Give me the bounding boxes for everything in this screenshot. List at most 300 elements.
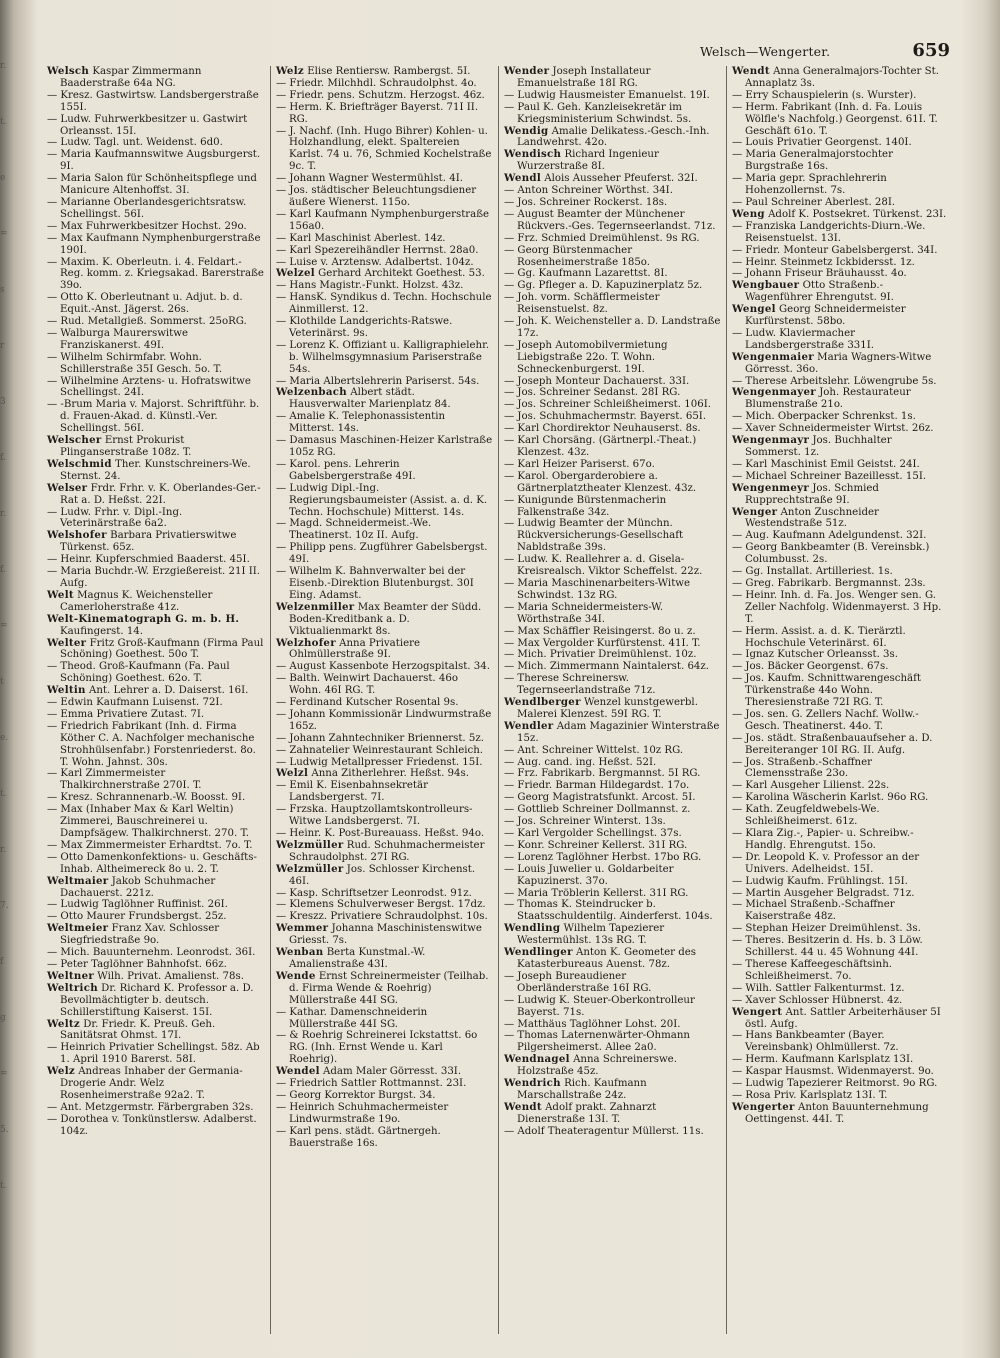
- directory-entry: [47, 1114, 265, 1138]
- directory-entry: [47, 137, 265, 149]
- column-3: [498, 66, 726, 1334]
- gutter-fragment: f.: [0, 565, 6, 575]
- directory-entry: [732, 733, 949, 757]
- entry-text: — Erry Schauspielerin (s. Wurster).: [732, 89, 917, 101]
- entry-surname: Wemmer: [276, 922, 329, 935]
- entry-text: — Jos. Schreiner Schleißheimerst. 106I.: [504, 399, 711, 411]
- entry-text: — Ludw. Fuhrwerkbesitzer u. Gastwirt Orleansst. 15I.: [47, 113, 248, 137]
- directory-entry: [47, 768, 265, 792]
- entry-text: — Otto K. Oberleutnant u. Adjut. b. d. Equit.-Anst. Jägerst. 26s.: [47, 292, 243, 316]
- gutter-fragment: r.: [0, 509, 7, 519]
- entry-text: — Karl Kaufmann Nymphenburgerstraße 156a0.: [276, 208, 490, 232]
- entry-surname: Welter: [47, 636, 87, 649]
- entry-text: — Dorothea v. Tonkünstlersw. Adalberst. 104z.: [47, 1113, 257, 1137]
- entry-text: — Max (Inhaber Max & Karl Weltin) Zimmerei, Bauschreinerei u. Dampfsägew. Thalkirchnerst. 270. T.: [47, 804, 250, 839]
- entry-text: — Mich. Bauunternehm. Leonrodst. 36I.: [47, 947, 256, 959]
- directory-entry: [47, 638, 265, 662]
- entry-surname: Wendnagel: [504, 1053, 570, 1066]
- entry-text: — Adolf Theateragentur Müllerst. 11s.: [504, 1125, 704, 1137]
- directory-entry: [504, 471, 721, 495]
- entry-text: Anna Generalmajors-Tochter St. Annaplatz 3s.: [745, 66, 939, 89]
- gutter-fragment: 7.: [0, 901, 9, 911]
- directory-entry: [504, 745, 721, 757]
- entry-text: — Max Vergolder Kurfürstenst. 41I. T.: [504, 637, 701, 649]
- entry-text: — Jos. Schreiner Sedanst. 28I RG.: [504, 387, 681, 399]
- entry-text: — Herm. Kaufmann Karlsplatz 13I.: [732, 1054, 914, 1066]
- entry-text: Jos. Schmied Rupprechtstraße 9I.: [745, 482, 879, 506]
- entry-text: — Friedrich Fabrikant (Inh. d. Firma Köther C. A. Nachfolger mechanische Strohhülsenfabr.) Forstenriederst. 8o. T. Wohn. Jahnst. 30s.: [47, 720, 256, 768]
- entry-text: — Mich. Oberpacker Schrenkst. 1s.: [732, 411, 916, 423]
- directory-entry: [276, 923, 493, 947]
- directory-entry: [732, 1102, 949, 1126]
- directory-entry: [504, 495, 721, 519]
- directory-entry: [276, 745, 493, 757]
- directory-entry: [276, 435, 493, 459]
- entry-text: — Michael Schreiner Bazeillesst. 15I.: [732, 470, 927, 482]
- entry-surname: Welser: [47, 481, 88, 494]
- directory-entry: [276, 602, 493, 638]
- directory-entry: [276, 90, 493, 102]
- entry-surname: Wendl: [504, 172, 541, 185]
- directory-entry: [732, 1054, 949, 1066]
- directory-entry: [732, 90, 949, 102]
- entry-text: Dr. Richard K. Professor a. D. Bevollmächtigter b. deutsch. Schillerstiftung Kaiserst. 15I.: [60, 982, 254, 1018]
- entry-text: Max Beamter der Südd. Boden-Kreditbank a. D. Viktualienmarkt 8s.: [289, 601, 482, 637]
- entry-text: — Jos. Kaufm. Schnittwarengeschäft Türkenstraße 44o Wohn. Theresienstraße 72I RG. T.: [732, 673, 921, 709]
- directory-entry: [47, 292, 265, 316]
- directory-entry: [732, 935, 949, 959]
- gutter-fragment: =: [0, 229, 8, 239]
- directory-entry: [504, 554, 721, 578]
- entry-text: — August Kassenbote Herzogspitalst. 34.: [276, 661, 490, 673]
- entry-text: — Herm. Assist. a. d. K. Tierärztl. Hochschule Veterinärst. 6I.: [732, 625, 906, 649]
- entry-text: Alois Ausseher Pfeuferst. 32I.: [544, 173, 698, 185]
- directory-entry: [47, 614, 265, 638]
- directory-entry: [732, 923, 949, 935]
- entry-text: — Klara Zig.-, Papier- u. Schreibw.-Handlg. Ehrengutst. 15o.: [732, 828, 914, 851]
- directory-entry: [47, 221, 265, 233]
- directory-entry: [276, 185, 493, 209]
- entry-text: Maria Wagners-Witwe Görresst. 36o.: [745, 351, 932, 375]
- entry-text: — Zahnatelier Weinrestaurant Schleich.: [276, 744, 484, 756]
- entry-text: — Aug. Kaufmann Adelgundenst. 32I.: [732, 530, 927, 542]
- entry-surname: Wendt: [504, 1100, 542, 1113]
- directory-entry: [276, 316, 493, 340]
- entry-text: — Magd. Schneidermeist.-We. Theatinerst. 10z II. Aufg.: [276, 518, 432, 542]
- directory-entry: [732, 888, 949, 900]
- entry-text: — Amalie K. Telephonassistentin Mitterst. 14s.: [276, 411, 446, 435]
- directory-entry: [47, 697, 265, 709]
- entry-text: — Theod. Groß-Kaufmann (Fa. Paul Schöning) Goethest. 62o. T.: [47, 661, 230, 685]
- entry-text: — Maria Salon für Schönheitspflege und Manicure Altenhoffst. 3I.: [47, 173, 257, 197]
- directory-entry: [276, 126, 493, 174]
- directory-entry: [732, 66, 949, 90]
- entry-text: — Rosa Priv. Karlsplatz 13I. T.: [732, 1089, 888, 1101]
- directory-entry: [732, 245, 949, 257]
- directory-entry: [504, 245, 721, 269]
- directory-entry: [732, 221, 949, 245]
- entry-text: — Louis Privatier Georgenst. 140I.: [732, 137, 912, 149]
- directory-entry: [732, 566, 949, 578]
- entry-text: Otto Straßenb.-Wagenführer Ehrengutst. 9I.: [745, 280, 894, 304]
- entry-text: — Thomas Laternenwärter-Ohmann Pilgersheimerst. Allee 2a0.: [504, 1030, 690, 1054]
- entry-text: — Johann Kommissionär Lindwurmstraße 165z.: [276, 708, 492, 732]
- entry-text: Berta Kunstmal.-W. Amalienstraße 43I.: [289, 947, 426, 970]
- column-4: [726, 66, 954, 1334]
- entry-text: — Karl Chordirektor Neuhauserst. 8s.: [504, 423, 701, 435]
- entry-surname: Wender: [504, 66, 550, 77]
- directory-entry: [504, 828, 721, 840]
- entry-text: — Ludwig K. Steuer-Oberkontrolleur Bayerst. 71s.: [504, 994, 695, 1018]
- gutter-fragment: =: [0, 621, 8, 631]
- directory-entry: [504, 292, 721, 316]
- directory-entry: [732, 304, 949, 328]
- entry-text: — Johann Friseur Bräuhausst. 4o.: [732, 268, 907, 280]
- entry-text: Adam Magazinier Winterstraße 15z.: [517, 720, 720, 744]
- directory-entry: [732, 149, 949, 173]
- entry-text: — Otto Maurer Frundsbergst. 25z.: [47, 911, 227, 923]
- entry-text: Ant. Lehrer a. D. Daiserst. 16I.: [89, 685, 249, 697]
- entry-text: — Heinrich Schuhmachermeister Lindwurmstraße 19o.: [276, 1101, 449, 1125]
- entry-text: Anna Zitherlehrer. Heßst. 94s.: [311, 768, 469, 780]
- directory-entry: [276, 757, 493, 769]
- directory-entry: [276, 542, 493, 566]
- entry-text: Richard Ingenieur Wurzerstraße 8I.: [517, 149, 659, 173]
- entry-text: — Ludw. Klaviermacher Landsbergerstraße 331I.: [732, 327, 875, 351]
- entry-text: — Martin Ausgeher Belgradst. 71z.: [732, 887, 915, 899]
- entry-text: — Max Schäffler Reisingerst. 8o u. z.: [504, 625, 696, 637]
- entry-text: — Michael Straßenb.-Schaffner Kaiserstraße 48z.: [732, 899, 895, 923]
- directory-entry: [504, 1030, 721, 1054]
- entry-surname: Wengel: [732, 303, 776, 316]
- entry-text: — Ant. Schreiner Wittelst. 10z RG.: [504, 744, 684, 756]
- entry-surname: Welt-Kinematograph G. m. b. H.: [47, 612, 240, 625]
- entry-text: — Heinrich Privatier Schellingst. 58z. Ab 1. April 1910 Barerst. 58I.: [47, 1042, 260, 1066]
- entry-text: Magnus K. Weichensteller Camerloherstraße 41z.: [60, 589, 213, 613]
- directory-entry: [276, 483, 493, 519]
- entry-text: Wilhelm Tapezierer Westermühlst. 13s RG. T.: [517, 923, 665, 947]
- directory-entry: [47, 435, 265, 459]
- directory-entry: [276, 292, 493, 316]
- directory-entry: [504, 661, 721, 673]
- directory-entry: [504, 923, 721, 947]
- directory-entry: [504, 387, 721, 399]
- entry-text: Amalie Delikatess.-Gesch.-Inh. Landwehrst. 42o.: [517, 125, 710, 149]
- directory-entry: [504, 102, 721, 126]
- gutter-fragment: r: [0, 341, 5, 351]
- directory-entry: [47, 721, 265, 769]
- entry-text: Anna Privatiere Ohlmüllerstraße 9I.: [289, 637, 421, 661]
- directory-entry: [504, 864, 721, 888]
- entry-text: — Matthäus Taglöhner Lohst. 20I.: [504, 1018, 681, 1030]
- directory-entry: [504, 233, 721, 245]
- directory-entry: [47, 149, 265, 173]
- entry-text: — August Beamter der Münchener Rückvers.-Ges. Tegernseerlandst. 71z.: [504, 208, 716, 232]
- directory-entry: [276, 804, 493, 828]
- entry-text: Rich. Kaufmann Marschallstraße 24z.: [517, 1078, 647, 1101]
- directory-entry: [276, 673, 493, 697]
- entry-text: — Karl Maschinist Emil Geistst. 24I.: [732, 458, 920, 470]
- directory-entry: [276, 1126, 493, 1150]
- directory-entry: [276, 66, 493, 78]
- directory-entry: [276, 518, 493, 542]
- directory-entry: [276, 768, 493, 780]
- entry-surname: Welt: [47, 588, 74, 601]
- gutter-fragment: e: [0, 173, 6, 183]
- entry-text: — Kresz. Schrannenarb.-W. Boosst. 9I.: [47, 792, 246, 804]
- entry-text: — Maria gepr. Sprachlehrerin Hohenzollernst. 7s.: [732, 173, 887, 197]
- entry-text: — Maxim. K. Oberleutn. i. 4. Feldart.-Reg. komm. z. Kriegsakad. Barerstraße 39o.: [47, 256, 264, 292]
- entry-text: Johanna Maschinistenswitwe Griesst. 7s.: [289, 923, 482, 947]
- directory-entry: [276, 899, 493, 911]
- entry-text: Anton Zuschneider Westendstraße 51z.: [745, 506, 879, 530]
- entry-surname: Welzenbach: [276, 386, 347, 399]
- entry-text: — Ludwig Kaufm. Frühlingst. 15I.: [732, 875, 908, 887]
- directory-entry: [47, 923, 265, 947]
- entry-text: — Mich. Zimmermann Naintalerst. 64z.: [504, 661, 710, 673]
- entry-text: — Emma Privatiere Zutast. 7I.: [47, 708, 205, 720]
- entry-text: — Joseph Automobilvermietung Liebigstraße 22o. T. Wohn. Schneckenburgerst. 19I.: [504, 339, 668, 375]
- entry-text: — Joh. vorm. Schäfflermeister Reisenstuelst. 8z.: [504, 292, 660, 316]
- entry-text: — Balth. Weinwirt Dachauerst. 46o Wohn. 46I RG. T.: [276, 673, 458, 697]
- entry-text: — Friedrich Sattler Rottmannst. 23I.: [276, 1078, 467, 1090]
- directory-entry: [504, 578, 721, 602]
- entry-text: — Hans Magistr.-Funkt. Holzst. 43z.: [276, 280, 464, 292]
- entry-text: Andreas Inhaber der Germania-Drogerie Andr. Welz Rosenheimerstraße 92a2. T.: [60, 1066, 243, 1101]
- directory-entry: [504, 316, 721, 340]
- entry-text: — HansK. Syndikus d. Techn. Hochschule Ainmillerst. 12.: [276, 292, 492, 316]
- directory-entry: [276, 661, 493, 673]
- entry-text: Franz Xav. Schlosser Siegfriedstraße 9o.: [60, 923, 220, 947]
- directory-entry: [504, 435, 721, 459]
- entry-text: — Mich. Privatier Dreimühlenst. 10z.: [504, 649, 697, 661]
- entry-text: — & Roehrig Schreinerei Ickstattst. 6o RG. (Inh. Ernst Wende u. Karl Roehrig).: [276, 1030, 478, 1066]
- gutter-fragment: f: [0, 957, 4, 967]
- directory-entry: [276, 1090, 493, 1102]
- entry-text: — Georg Magistratsfunkt. Arcost. 5I.: [504, 792, 696, 804]
- entry-text: — Jos. städt. Straßenbauaufseher a. D. Bereiteranger 10I RG. II. Aufg.: [732, 732, 933, 756]
- entry-text: Joseph Installateur Emanuelstraße 18I RG.: [517, 66, 651, 89]
- entry-text: — Rud. Metallgieß. Sommerst. 25oRG.: [47, 316, 247, 328]
- entry-text: — Frz. Fabrikarb. Bergmannst. 5I RG.: [504, 768, 701, 780]
- entry-text: — Wilh. Sattler Falkenturmst. 1z.: [732, 982, 905, 994]
- entry-text: — Wilhelmine Arztens- u. Hofratswitwe Schellingst. 24I.: [47, 375, 251, 399]
- entry-text: Kaspar Zimmermann Baaderstraße 64a NG.: [60, 66, 202, 89]
- directory-entry: [504, 197, 721, 209]
- directory-entry: [47, 233, 265, 257]
- entry-text: — Georg Bankbeamter (B. Vereinsbk.) Columbusst. 2s.: [732, 542, 930, 566]
- directory-entry: [47, 661, 265, 685]
- directory-entry: [276, 173, 493, 185]
- directory-entry: [732, 387, 949, 411]
- entry-text: — Karl Vergolder Schellingst. 37s.: [504, 828, 682, 839]
- column-1: [42, 66, 270, 1334]
- directory-entry: [47, 507, 265, 531]
- entry-text: Adam Maler Görresst. 33I.: [323, 1066, 462, 1078]
- entry-text: — Joseph Monteur Dachauerst. 33I.: [504, 375, 690, 387]
- directory-entry: [276, 780, 493, 804]
- directory-entry: [276, 459, 493, 483]
- directory-entry: [504, 126, 721, 150]
- directory-entry: [504, 816, 721, 828]
- entry-text: — Kathar. Damenschneiderin Müllerstraße 44I SG.: [276, 1006, 428, 1030]
- directory-entry: [504, 185, 721, 197]
- entry-text: — Gottlieb Schreiner Dollmannst. z.: [504, 804, 691, 816]
- entry-surname: Weltner: [47, 969, 95, 982]
- directory-entry: [47, 876, 265, 900]
- entry-surname: Wendler: [504, 719, 554, 732]
- entry-text: — Karl Zimmermeister Thalkirchnerstraße 270I. T.: [47, 768, 202, 792]
- entry-text: Georg Schneidermeister Kurfürstenst. 58bo.: [745, 304, 906, 328]
- directory-entry: [276, 697, 493, 709]
- directory-entry: [732, 626, 949, 650]
- entry-text: — Therese Kaffeegeschäftsinh. Schleißheimerst. 7o.: [732, 958, 893, 982]
- entry-text: — Xaver Schlosser Hübnerst. 4z.: [732, 994, 903, 1006]
- entry-text: Adolf prakt. Zahnarzt Dienerstraße 13I. T.: [517, 1101, 657, 1125]
- entry-text: — Joseph Bureaudiener Oberländerstraße 16I RG.: [504, 970, 652, 994]
- directory-entry: [47, 66, 265, 90]
- directory-entry: [276, 709, 493, 733]
- directory-entry: [732, 352, 949, 376]
- directory-entry: [732, 530, 949, 542]
- entry-text: — Jos. sen. G. Zellers Nachf. Wollw.-Gesch. Theatinerst. 44o. T.: [732, 708, 919, 732]
- gutter-fragment: t.: [0, 117, 7, 127]
- directory-entry: [47, 566, 265, 590]
- entry-text: — Maria Kaufmannswitwe Augsburgerst. 9I.: [47, 149, 261, 173]
- gutter-fragment: g: [0, 1013, 6, 1023]
- directory-entry: [504, 947, 721, 971]
- entry-text: — Kreszz. Privatiere Schraudolphst. 10s.: [276, 911, 488, 923]
- entry-text: — Jos. Schuhmachermstr. Bayerst. 65I.: [504, 411, 707, 423]
- entry-text: Adolf K. Postsekret. Türkenst. 23I.: [768, 208, 947, 220]
- directory-entry: [47, 328, 265, 352]
- directory-entry: [504, 209, 721, 233]
- entry-text: Frdr. Frhr. v. K. Oberlandes-Ger.-Rat a. D. Heßst. 22I.: [60, 482, 261, 506]
- entry-text: — Kresz. Gastwirtsw. Landsbergerstraße 155I.: [47, 89, 259, 113]
- entry-surname: Welz: [47, 1065, 75, 1078]
- entry-text: Fritz Groß-Kaufmann (Firma Paul Schöning) Goethest. 50o T.: [60, 637, 264, 661]
- directory-entry: [504, 423, 721, 435]
- directory-entry: [47, 173, 265, 197]
- directory-entry: [504, 804, 721, 816]
- entry-surname: Welscher: [47, 434, 102, 447]
- entry-surname: Weltin: [47, 684, 86, 697]
- directory-entry: [732, 852, 949, 876]
- entry-text: — Walburga Maurerswitwe Franziskanerst. 49I.: [47, 327, 189, 351]
- entry-text: — Friedr. Milchhdl. Schraudolphst. 4o.: [276, 77, 477, 89]
- entry-text: — Karol. pens. Lehrerin Gabelsbergerstraße 49I.: [276, 458, 416, 482]
- directory-entry: [504, 697, 721, 721]
- directory-entry: [47, 376, 265, 400]
- entry-surname: Weltrich: [47, 981, 98, 994]
- entry-text: — Maria Maschinenarbeiters-Witwe Schwindst. 13z RG.: [504, 577, 691, 601]
- directory-entry: [504, 780, 721, 792]
- entry-surname: Weltz: [47, 1017, 80, 1030]
- entry-surname: Wengerter: [732, 1100, 795, 1113]
- entry-text: — Ludwig Beamter der Münchn. Rückversicherungs-Gesellschaft Nabldstraße 39s.: [504, 518, 684, 554]
- entry-text: — Thomas K. Steindrucker b. Staatsschuldentilg. Ainderferst. 104s.: [504, 899, 713, 923]
- entry-text: Anton Bauunternehmung Oettingenst. 44I. T.: [745, 1101, 929, 1125]
- directory-entry: [47, 1019, 265, 1043]
- directory-entry: [504, 757, 721, 769]
- directory-entry: [47, 1066, 265, 1102]
- entry-text: — Friedr. pens. Schutzm. Herzogst. 46z.: [276, 89, 485, 101]
- page-header: [700, 40, 950, 64]
- entry-text: — Heinr. Steinmetz Ickbidersst. 1z.: [732, 256, 915, 268]
- entry-text: Ernst Prokurist Plinganserstraße 108z. T.: [60, 435, 192, 458]
- directory-entry: [276, 1078, 493, 1090]
- entry-text: Jos. Schlosser Kirchenst. 46I.: [289, 863, 476, 887]
- entry-surname: Wengenmaier: [732, 350, 814, 363]
- entry-surname: Wengenmayer: [732, 386, 816, 399]
- entry-text: — Heinr. K. Post-Bureauass. Heßst. 94o.: [276, 828, 485, 839]
- directory-entry: [732, 1007, 949, 1031]
- directory-entry: [276, 1030, 493, 1066]
- entry-text: — Karl Heizer Pariserst. 67o.: [504, 458, 655, 470]
- directory-entry: [732, 1078, 949, 1090]
- directory-entry: [276, 387, 493, 411]
- directory-entry: [732, 435, 949, 459]
- directory-entry: [732, 459, 949, 471]
- entry-surname: Weng: [732, 207, 765, 220]
- entry-text: — Ant. Metzgermstr. Färbergraben 32s.: [47, 1101, 254, 1113]
- directory-entry: [504, 602, 721, 626]
- entry-surname: Wendlberger: [504, 696, 581, 709]
- entry-text: — Maria Buchdr.-W. Erzgießereist. 21I II. Aufg.: [47, 566, 261, 589]
- entry-text: — Kaspar Hausmst. Widenmayerst. 9o.: [732, 1066, 934, 1078]
- directory-entry: [504, 792, 721, 804]
- entry-text: — Therese Arbeitslehr. Löwengrube 5s.: [732, 375, 937, 387]
- directory-entry: [504, 840, 721, 852]
- directory-entry: [732, 102, 949, 138]
- entry-surname: Weltmaier: [47, 874, 109, 887]
- entry-text: Gerhard Architekt Goethest. 53.: [318, 268, 485, 280]
- entry-surname: Wengert: [732, 1005, 783, 1018]
- directory-entry: [47, 352, 265, 376]
- directory-entry: [504, 459, 721, 471]
- directory-entry: [47, 899, 265, 911]
- directory-entry: [504, 173, 721, 185]
- directory-entry: [276, 888, 493, 900]
- directory-entry: [504, 340, 721, 376]
- entry-text: Joh. Restaurateur Blumenstraße 21o.: [745, 387, 911, 411]
- entry-text: Wenzel kunstgewerbl. Malerei Klenzest. 59I RG. T.: [517, 697, 698, 720]
- entry-text: — Therese Schreinersw. Tegernseerlandstraße 71z.: [504, 673, 656, 697]
- directory-entry: [504, 995, 721, 1019]
- directory-entry: [47, 90, 265, 114]
- entry-text: Wilh. Privat. Amalienst. 78s.: [97, 970, 244, 982]
- directory-columns: [42, 66, 954, 1334]
- directory-entry: [732, 661, 949, 673]
- entry-text: — Luise v. Arztensw. Adalbertst. 104z.: [276, 256, 474, 268]
- entry-text: — Karl Chorsäng. (Gärtnerpl.-Theat.) Klenzest. 43z.: [504, 435, 697, 458]
- entry-surname: Wenger: [732, 505, 778, 518]
- entry-surname: Welzmüller: [276, 862, 344, 875]
- directory-entry: [276, 840, 493, 864]
- entry-surname: Welzl: [276, 767, 309, 780]
- directory-entry: [504, 280, 721, 292]
- directory-entry: [276, 971, 493, 1007]
- entry-text: — Joh. K. Weichensteller a. D. Landstraße 17z.: [504, 316, 721, 339]
- entry-text: — Jos. Bäcker Georgenst. 67s.: [732, 661, 889, 673]
- directory-entry: [47, 1102, 265, 1114]
- entry-text: — Edwin Kaufmann Luisenst. 72I.: [47, 697, 223, 709]
- directory-entry: [504, 721, 721, 745]
- directory-entry: [276, 864, 493, 888]
- directory-entry: [504, 899, 721, 923]
- entry-text: — Kasp. Schriftsetzer Leonrodst. 91z.: [276, 887, 472, 899]
- directory-entry: [47, 257, 265, 293]
